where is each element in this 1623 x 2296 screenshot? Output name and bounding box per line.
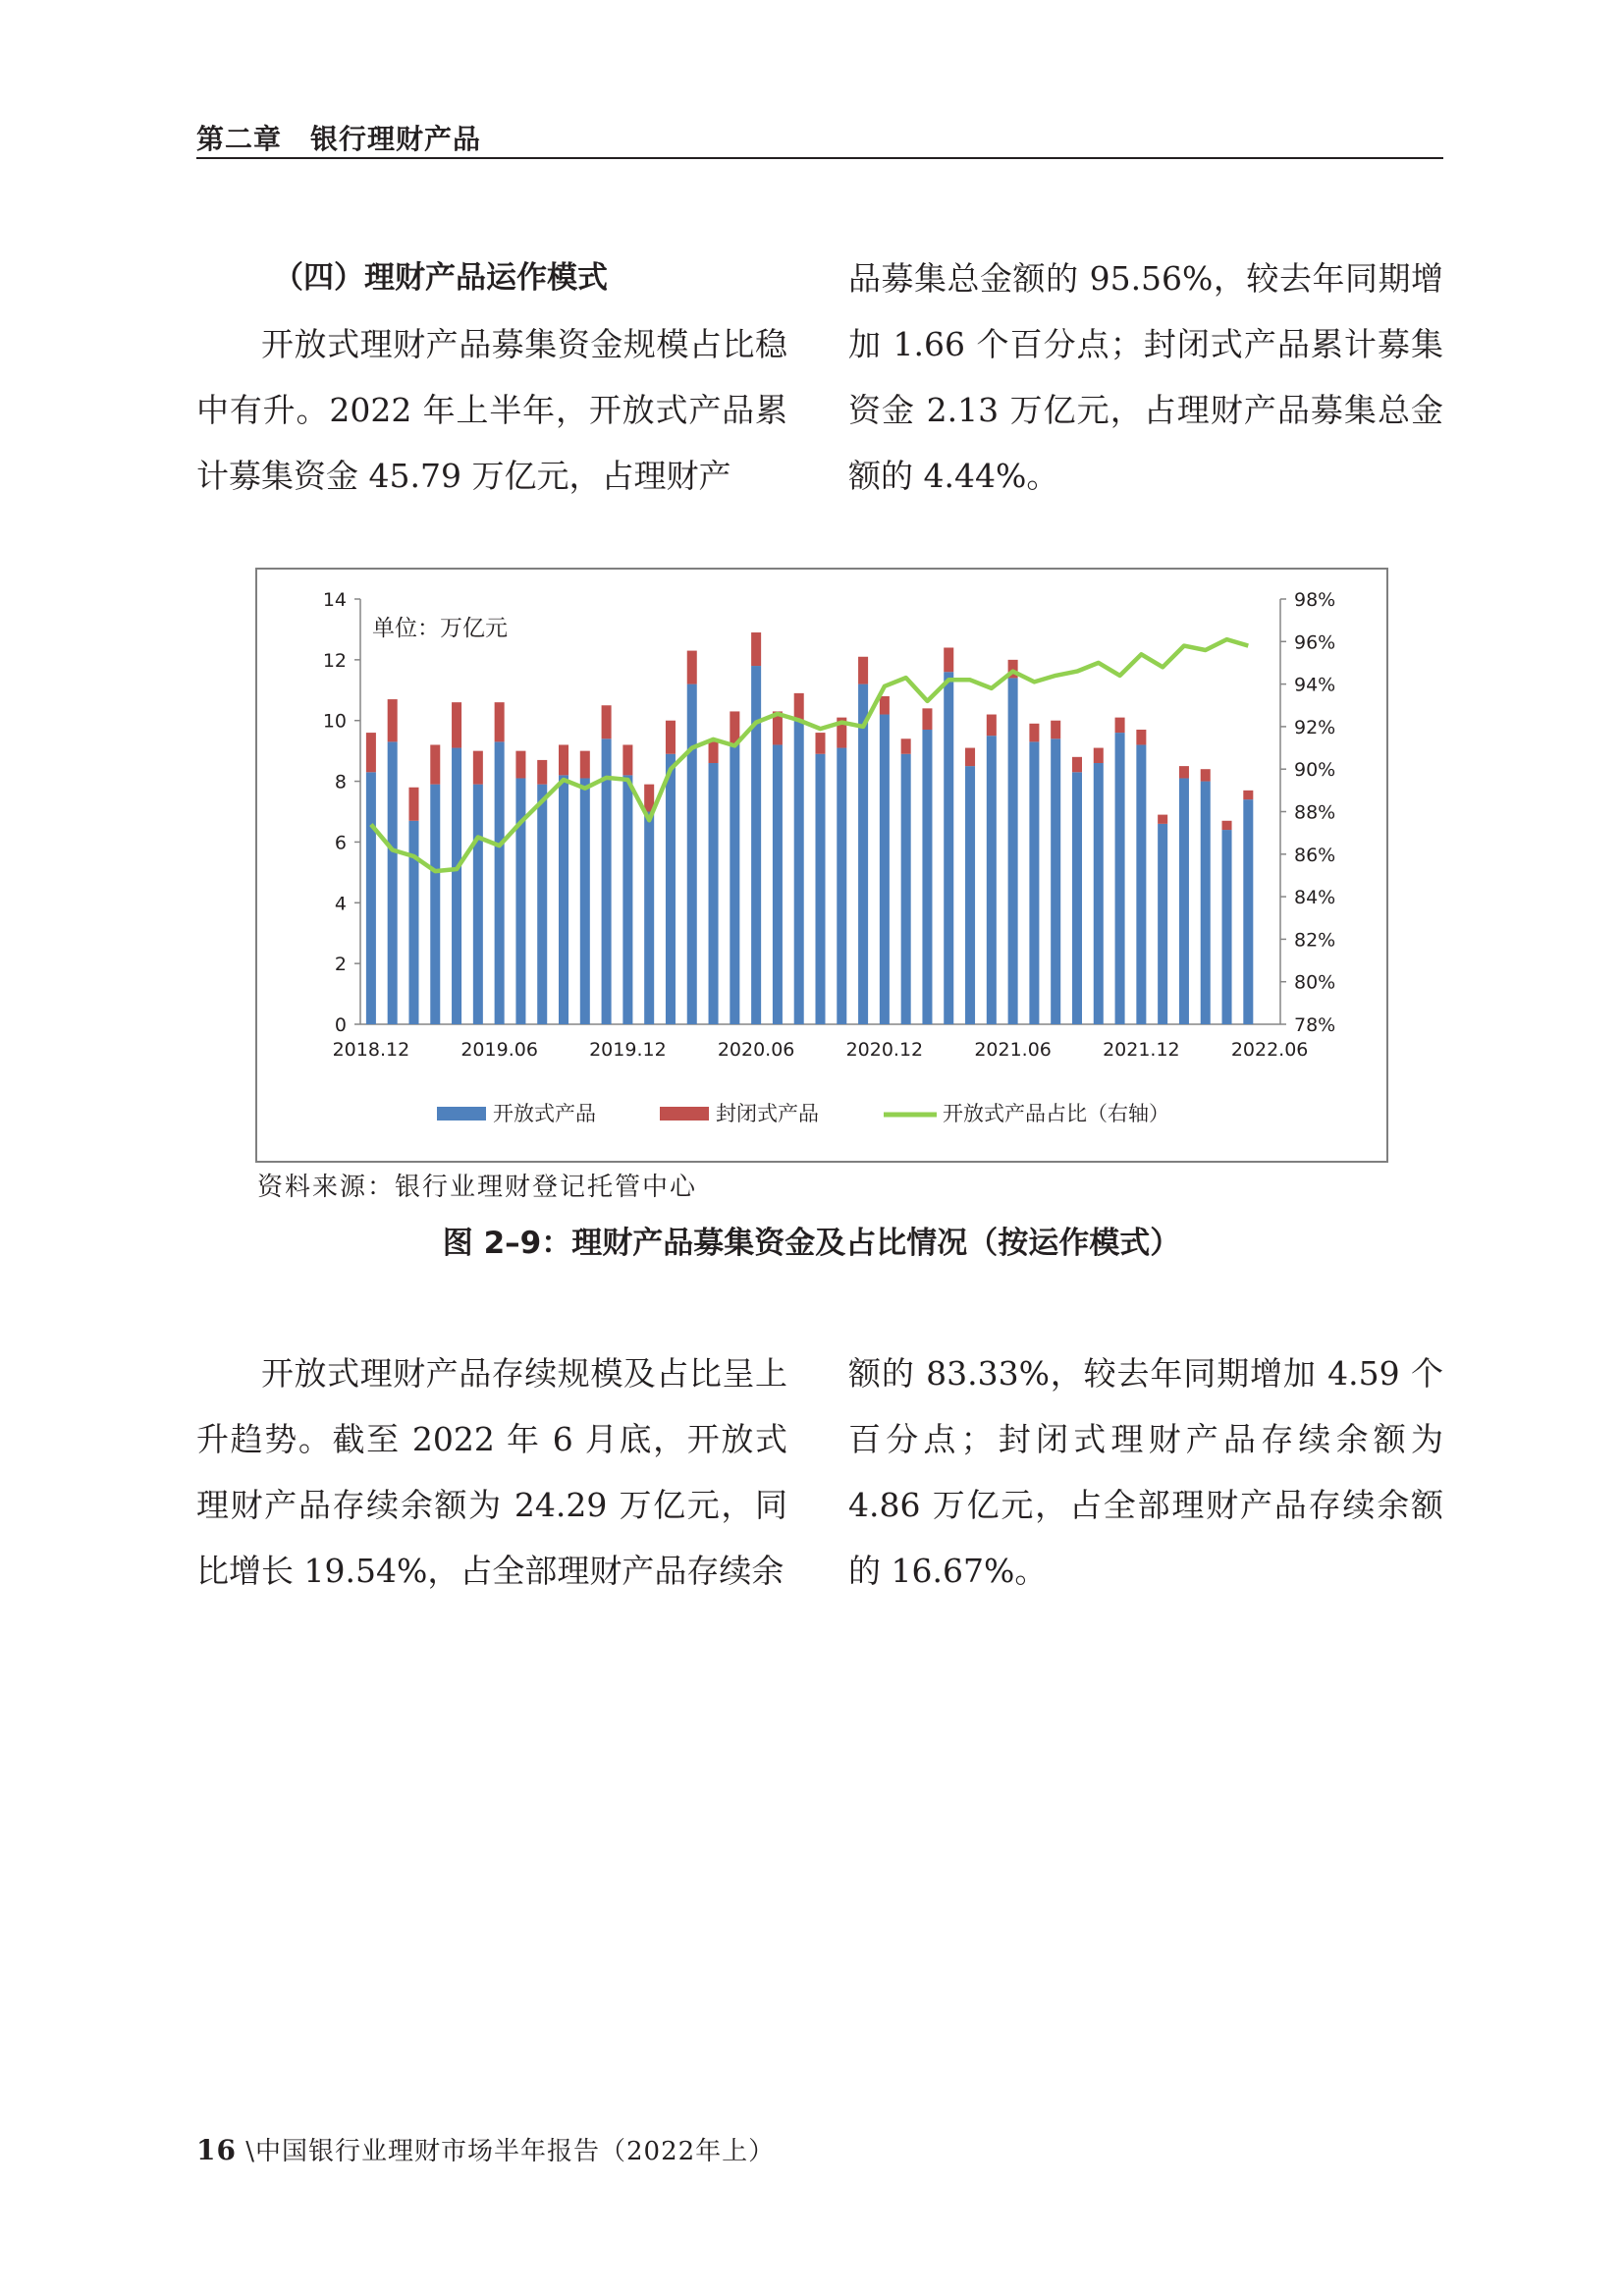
bar-closed-2019.01 — [388, 699, 398, 741]
bar-closed-2019.08 — [537, 760, 547, 785]
right-tick-label: 92% — [1294, 716, 1336, 738]
bar-open-2019.06 — [495, 741, 505, 1024]
bar-open-2020.04 — [709, 763, 719, 1024]
footer-separator: \ — [245, 2137, 255, 2166]
bar-open-2020.07 — [773, 744, 783, 1024]
bar-open-2022.04 — [1222, 830, 1232, 1024]
bar-open-2019.05 — [473, 785, 483, 1024]
bar-open-2021.02 — [922, 730, 932, 1024]
section1-left-column — [196, 246, 787, 509]
bar-open-2020.11 — [858, 684, 868, 1024]
bar-closed-2019.04 — [452, 702, 461, 747]
bar-open-2021.03 — [944, 672, 953, 1024]
bar-closed-2020.04 — [709, 741, 719, 763]
unit-label: 单位：万亿元 — [372, 616, 508, 641]
figure-source: 资料来源：银行业理财登记托管中心 — [257, 1173, 698, 1202]
bar-closed-2021.10 — [1094, 748, 1104, 763]
bar-open-2019.04 — [452, 748, 461, 1024]
right-tick-label: 86% — [1294, 844, 1336, 866]
bar-open-2020.03 — [687, 684, 697, 1024]
right-tick-label: 82% — [1294, 929, 1336, 952]
legend-label-ratio: 开放式产品占比（右轴） — [943, 1102, 1169, 1125]
left-tick-label: 10 — [322, 710, 347, 733]
page-number: 16 — [196, 2134, 237, 2166]
bar-open-2019.07 — [515, 778, 525, 1024]
bar-open-2020.08 — [794, 721, 804, 1024]
bar-closed-2020.09 — [815, 733, 825, 754]
right-tick-label: 84% — [1294, 887, 1336, 909]
bar-open-2019.09 — [559, 775, 568, 1024]
bar-closed-2022.04 — [1222, 821, 1232, 830]
bar-open-2021.09 — [1072, 772, 1082, 1024]
left-tick-label: 0 — [334, 1014, 347, 1036]
bar-closed-2022.02 — [1179, 766, 1189, 778]
bar-closed-2020.08 — [794, 693, 804, 721]
bar-closed-2018.12 — [366, 733, 376, 772]
bar-closed-2021.01 — [901, 738, 911, 753]
bar-closed-2021.07 — [1029, 724, 1039, 742]
x-tick-label: 2021.06 — [974, 1039, 1052, 1061]
bar-open-2021.01 — [901, 754, 911, 1024]
section2-paragraph-right: 额的 83.33%，较去年同期增加 4.59 个百分点；封闭式理财产品存续余额为 4.86 万亿元，占全部理财产品存续余额的 16.67%。 — [848, 1354, 1443, 1590]
bar-closed-2021.03 — [944, 647, 953, 672]
x-tick-label: 2019.06 — [460, 1039, 538, 1061]
bar-open-2022.05 — [1243, 799, 1253, 1024]
bar-open-2019.03 — [430, 785, 440, 1024]
x-tick-label: 2018.12 — [332, 1039, 410, 1061]
bar-open-2020.10 — [837, 748, 846, 1024]
bar-closed-2019.09 — [559, 744, 568, 775]
bar-open-2020.05 — [730, 744, 739, 1024]
bar-closed-2021.09 — [1072, 757, 1082, 772]
section1-right-column — [848, 246, 1443, 509]
bar-closed-2019.10 — [580, 751, 590, 779]
bar-closed-2020.02 — [666, 721, 676, 754]
x-tick-label: 2019.12 — [589, 1039, 667, 1061]
left-tick-label: 12 — [322, 649, 347, 672]
bar-open-2021.10 — [1094, 763, 1104, 1024]
bar-closed-2021.11 — [1115, 718, 1125, 733]
x-tick-label: 2020.12 — [845, 1039, 924, 1061]
bar-closed-2021.05 — [987, 715, 997, 737]
bar-open-2019.12 — [622, 775, 632, 1024]
bar-closed-2019.05 — [473, 751, 483, 785]
left-tick-label: 8 — [334, 771, 347, 793]
x-tick-label: 2020.06 — [717, 1039, 795, 1061]
section2-paragraph-left: 开放式理财产品存续规模及占比呈上升趋势。截至 2022 年 6 月底，开放式理财产品存续余额为 24.29 万亿元，同比增长 19.54%，占全部理财产品存续余 — [196, 1354, 787, 1590]
legend-label-closed: 封闭式产品 — [716, 1102, 819, 1125]
section2-right-column — [848, 1340, 1443, 1604]
bar-closed-2020.06 — [751, 632, 761, 666]
bar-closed-2022.03 — [1201, 769, 1211, 781]
bar-open-2021.05 — [987, 736, 997, 1024]
legend-label-open: 开放式产品 — [493, 1102, 596, 1125]
bar-closed-2020.12 — [880, 696, 890, 715]
bar-closed-2019.12 — [622, 744, 632, 775]
right-tick-label: 78% — [1294, 1014, 1336, 1036]
bar-open-2022.02 — [1179, 778, 1189, 1024]
legend-swatch-open — [437, 1107, 486, 1121]
section1-paragraph-left: 开放式理财产品募集资金规模占比稳中有升。2022 年上半年，开放式产品累计募集资金 45.79 万亿元，占理财产 — [196, 325, 787, 495]
left-tick-label: 2 — [334, 954, 347, 976]
bar-closed-2021.08 — [1051, 721, 1060, 739]
bar-closed-2021.12 — [1136, 730, 1146, 744]
bar-open-2020.02 — [666, 754, 676, 1024]
right-tick-label: 88% — [1294, 801, 1336, 824]
bar-open-2020.09 — [815, 754, 825, 1024]
bar-closed-2019.03 — [430, 744, 440, 784]
bar-closed-2022.05 — [1243, 791, 1253, 799]
bar-open-2021.04 — [965, 766, 975, 1024]
bar-open-2019.10 — [580, 778, 590, 1024]
section-heading: （四）理财产品运作模式 — [273, 260, 608, 296]
bar-closed-2021.04 — [965, 748, 975, 767]
x-tick-label: 2022.06 — [1230, 1039, 1309, 1061]
bar-closed-2019.06 — [495, 702, 505, 741]
left-tick-label: 6 — [334, 832, 347, 854]
right-tick-label: 98% — [1294, 589, 1336, 611]
right-tick-label: 90% — [1294, 759, 1336, 782]
page-footer — [196, 2131, 775, 2167]
bar-closed-2020.03 — [687, 651, 697, 684]
bar-open-2021.11 — [1115, 733, 1125, 1024]
left-tick-label: 4 — [334, 893, 347, 915]
bar-open-2022.03 — [1201, 782, 1211, 1024]
bar-open-2019.08 — [537, 785, 547, 1024]
bar-open-2021.06 — [1008, 678, 1018, 1024]
bar-open-2019.01 — [388, 741, 398, 1024]
bar-closed-2019.02 — [408, 788, 418, 821]
bar-closed-2022.01 — [1158, 815, 1167, 824]
header-rule — [196, 157, 1443, 159]
x-tick-label: 2021.12 — [1103, 1039, 1180, 1061]
right-tick-label: 80% — [1294, 971, 1336, 994]
bar-open-2020.01 — [644, 812, 654, 1025]
section2-left-column — [196, 1340, 787, 1604]
figure-frame — [255, 568, 1388, 1163]
right-tick-label: 96% — [1294, 631, 1336, 654]
left-tick-label: 14 — [322, 589, 347, 611]
bar-open-2021.08 — [1051, 738, 1060, 1024]
bar-open-2020.12 — [880, 715, 890, 1024]
figure-caption: 图 2–9：理财产品募集资金及占比情况（按运作模式） — [442, 1226, 1181, 1261]
bar-closed-2019.07 — [515, 751, 525, 779]
running-header: 第二章 银行理财产品 — [196, 123, 482, 155]
bar-closed-2020.11 — [858, 657, 868, 684]
legend-swatch-closed — [660, 1107, 709, 1121]
section1-paragraph-right: 品募集总金额的 95.56%，较去年同期增加 1.66 个百分点；封闭式产品累计募集资金 2.13 万亿元，占理财产品募集总金额的 4.44%。 — [848, 259, 1443, 495]
bar-open-2022.01 — [1158, 824, 1167, 1024]
chart-svg — [257, 570, 1386, 1161]
footer-report-title: 中国银行业理财市场半年报告（2022年上） — [255, 2137, 776, 2166]
bar-open-2021.12 — [1136, 744, 1146, 1024]
bar-open-2019.02 — [408, 821, 418, 1024]
bar-closed-2019.11 — [602, 705, 612, 738]
right-tick-label: 94% — [1294, 674, 1336, 696]
bar-closed-2021.02 — [922, 708, 932, 730]
bar-open-2021.07 — [1029, 741, 1039, 1024]
bar-open-2018.12 — [366, 772, 376, 1024]
